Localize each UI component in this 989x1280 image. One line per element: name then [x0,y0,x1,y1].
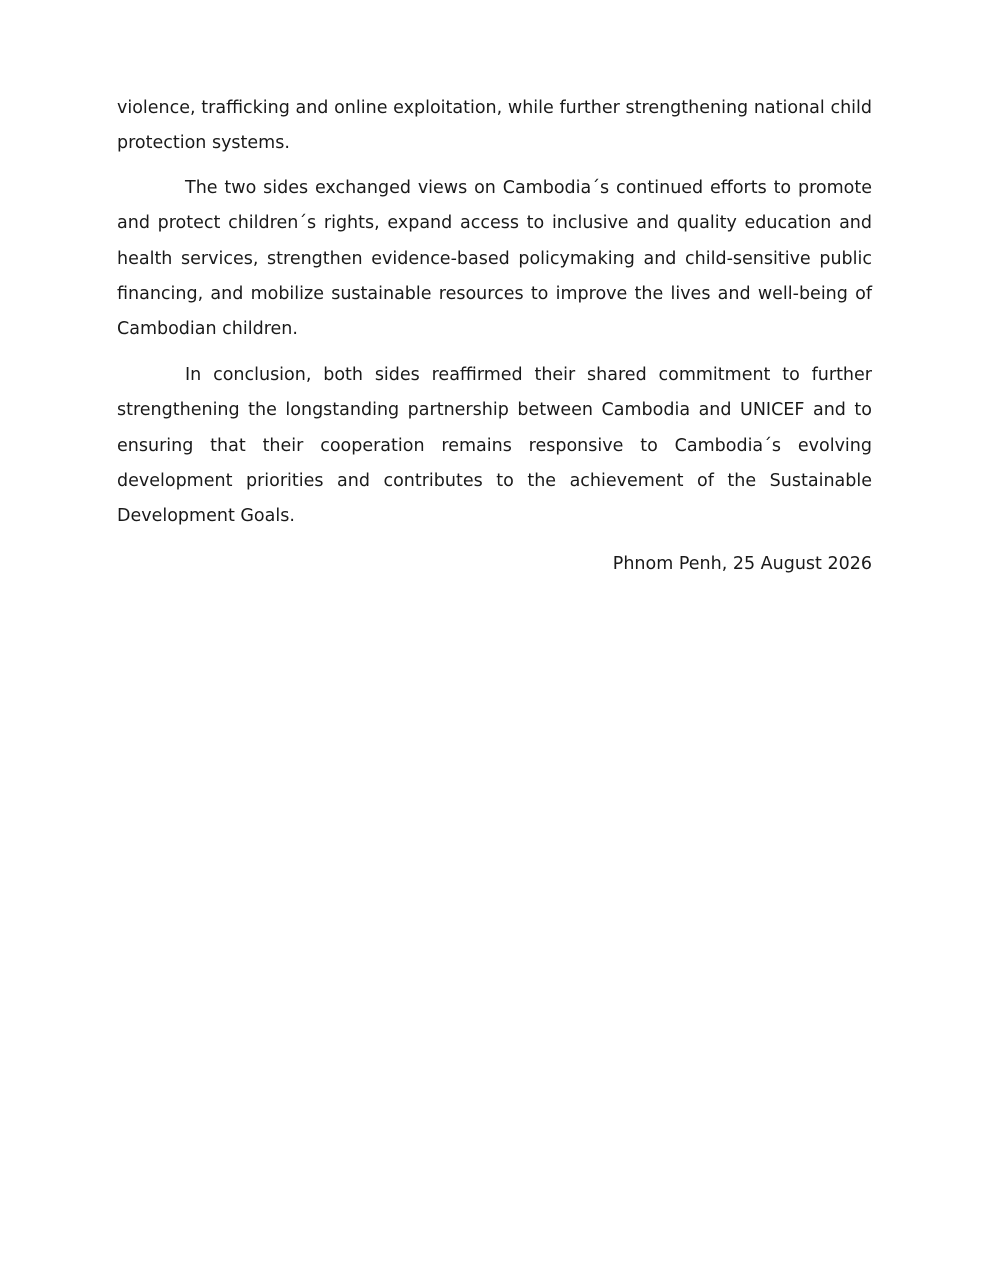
paragraph-conclusion: In conclusion, both sides reaffirmed their shared commitment to further strengthening the longstanding partnership between Cambodia and UNICEF and to ensuring that their cooperation remains responsive to Cambodia´s evolving development priorities and contributes to the achievement of the Sustainable Development Goals. [117,364,872,527]
document-body [117,91,872,582]
paragraph-exchange-of-views: The two sides exchanged views on Cambodia´s continued efforts to promote and protect children´s rights, expand access to inclusive and quality education and health services, strengthen evidence-based policymaking and child-sensitive public financing, and mobilize sustainable resources to improve the lives and well-being of Cambodian children. [117,177,872,340]
place-and-date: Phnom Penh, 25 August 2026 [612,553,872,574]
paragraph-continuation: violence, trafficking and online exploitation, while further strengthening national child protection systems. [117,98,872,154]
